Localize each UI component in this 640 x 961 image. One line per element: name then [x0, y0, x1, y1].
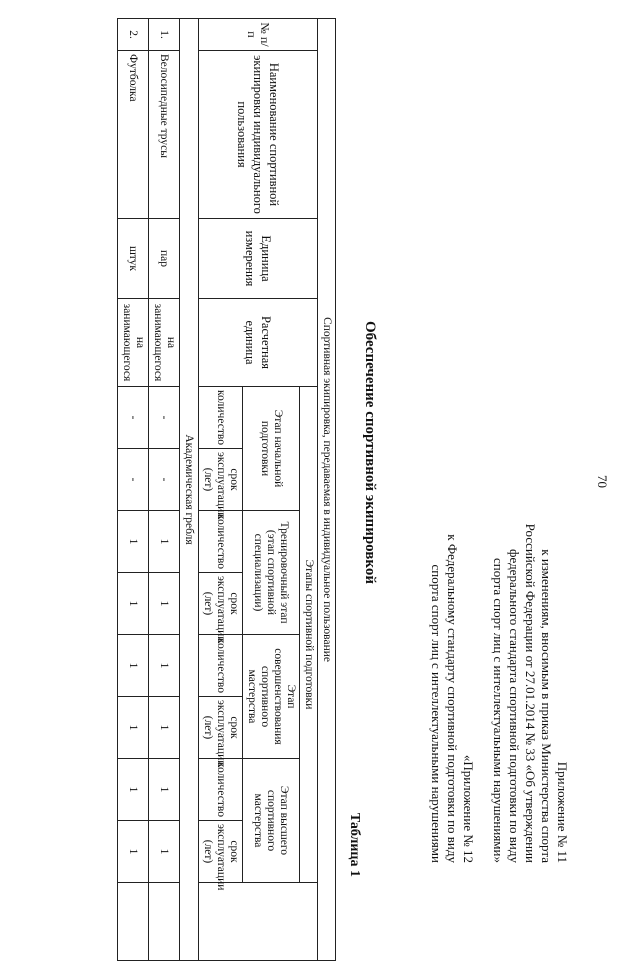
- table-row: [118, 19, 149, 961]
- row-value: -: [149, 387, 180, 449]
- header-name: Наименование спортивной экипировки индивидуального пользования: [199, 51, 318, 219]
- header-term: срок эксплуатации (лет): [199, 449, 243, 511]
- row-empty: [118, 883, 149, 961]
- sport-group-label: Академическая гребля: [180, 19, 199, 961]
- header-stage: Этап высшего спортивного мастерства: [243, 759, 300, 883]
- row-empty: [149, 883, 180, 961]
- table-row: [149, 19, 180, 961]
- header-empty: [199, 883, 318, 961]
- row-unit: пар: [149, 219, 180, 299]
- table-label: Таблица 1: [347, 812, 362, 877]
- row-value: 1: [149, 511, 180, 573]
- row-value: 1: [118, 697, 149, 759]
- row-value: -: [118, 387, 149, 449]
- row-value: 1: [149, 759, 180, 821]
- row-value: 1: [149, 635, 180, 697]
- row-value: 1: [118, 635, 149, 697]
- row-number: 2.: [118, 19, 149, 51]
- spacer: [476, 423, 490, 863]
- row-item-name: Велосипедные трусы: [149, 51, 180, 219]
- header-quantity: количество: [199, 635, 243, 697]
- row-item-name: Футболка: [118, 51, 149, 219]
- row-calc-unit: на занимающегося: [118, 299, 149, 387]
- header-term: срок эксплуатации (лет): [199, 821, 243, 883]
- appendix-line: Российской Федерации от 27.01.2014 № 33 «Об утверждении: [523, 523, 538, 863]
- row-value: -: [149, 449, 180, 511]
- header-unit: Единица измерения: [199, 219, 318, 299]
- header-stages-group: Этапы спортивной подготовки: [300, 387, 318, 883]
- header-stage: Тренировочный этап (этап спортивной специализации): [243, 511, 300, 635]
- appendix-line: спорта спорт лиц с интеллектуальными нарушениями»: [491, 557, 506, 863]
- sub-appendix-line: к Федеральному стандарту спортивной подготовки по виду: [445, 534, 460, 863]
- header-quantity: количество: [199, 511, 243, 573]
- header-quantity: количество: [199, 759, 243, 821]
- sub-appendix-line: спорта спорт лиц с интеллектуальными нарушениями: [429, 564, 444, 863]
- row-value: 1: [149, 573, 180, 635]
- row-value: 1: [118, 573, 149, 635]
- equipment-table: [117, 18, 336, 961]
- header-term: срок эксплуатации (лет): [199, 573, 243, 635]
- caption-row: Спортивная экипировка, передаваемая в индивидуальное пользование: [318, 19, 336, 961]
- row-unit: штук: [118, 219, 149, 299]
- header-quantity: количество: [199, 387, 243, 449]
- row-value: -: [118, 449, 149, 511]
- header-stage: Этап начальной подготовки: [243, 387, 300, 511]
- appendix-line: к изменениям, вносимым в приказ Министерства спорта: [539, 549, 554, 863]
- row-value: 1: [118, 511, 149, 573]
- appendix-line: федерального стандарта спортивной подготовки по виду: [507, 549, 522, 863]
- row-value: 1: [149, 697, 180, 759]
- header-term: срок эксплуатации (лет): [199, 697, 243, 759]
- page-number: 70: [595, 475, 610, 488]
- appendix-line: Приложение № 11: [555, 761, 570, 863]
- row-value: 1: [149, 821, 180, 883]
- appendix-header: [428, 423, 570, 863]
- row-number: 1.: [149, 19, 180, 51]
- header-stage: Этап совершенствования спортивного мастерства: [243, 635, 300, 759]
- header-calc-unit: Расчетная единица: [199, 299, 318, 387]
- row-value: 1: [118, 759, 149, 821]
- row-value: 1: [118, 821, 149, 883]
- document-title: Обеспечение спортивной экипировкой: [362, 320, 378, 584]
- sub-appendix-line: «Приложение № 12: [461, 754, 476, 863]
- header-number: № п/п: [199, 19, 318, 51]
- row-calc-unit: на занимающегося: [149, 299, 180, 387]
